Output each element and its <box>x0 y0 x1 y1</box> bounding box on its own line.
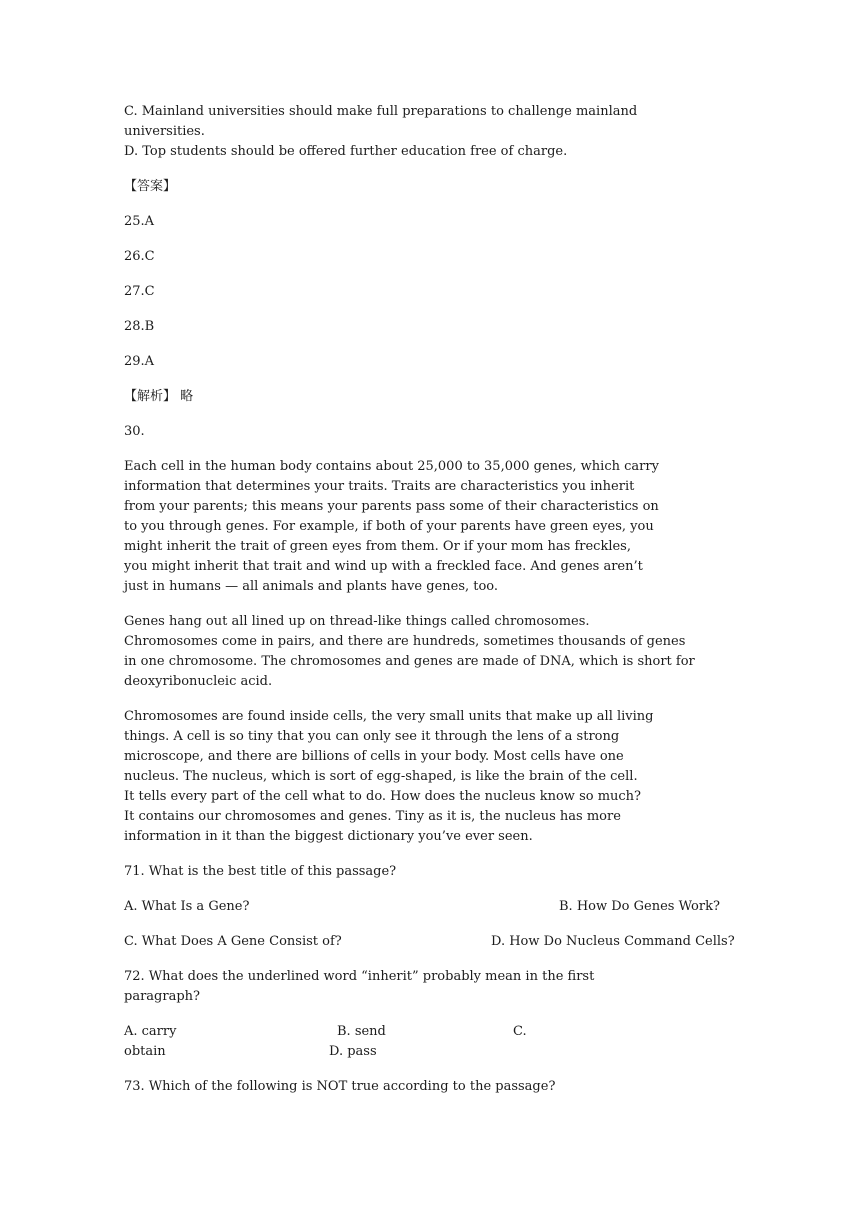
answer-26: 26.C <box>124 249 155 264</box>
passage-line: Chromosomes are found inside cells, the very small units that make up all living <box>124 709 654 724</box>
q71-option-b: B. How Do Genes Work? <box>559 899 720 914</box>
q72-option-a: A. carry <box>124 1024 177 1039</box>
passage-line: It contains our chromosomes and genes. Tiny as it is, the nucleus has more <box>124 809 621 824</box>
q71-option-c: C. What Does A Gene Consist of? <box>124 934 342 949</box>
previous-question-options <box>124 102 754 162</box>
analysis-line: 【解析】 略 <box>124 389 194 404</box>
passage-line: in one chromosome. The chromosomes and genes are made of DNA, which is short for <box>124 654 695 669</box>
answer-27: 27.C <box>124 284 155 299</box>
passage-line: Each cell in the human body contains about 25,000 to 35,000 genes, which carry <box>124 459 659 474</box>
passage-paragraph-2 <box>124 612 754 692</box>
passage-paragraph-3 <box>124 707 754 847</box>
answer-29: 29.A <box>124 354 155 369</box>
passage-paragraph-1 <box>124 457 754 597</box>
passage-line: information in it than the biggest dictionary you’ve ever seen. <box>124 829 533 844</box>
passage-line: information that determines your traits. Traits are characteristics you inherit <box>124 479 635 494</box>
q72-options-row-1 <box>124 1022 754 1042</box>
passage-line: deoxyribonucleic acid. <box>124 674 273 689</box>
passage-line: you might inherit that trait and wind up with a freckled face. And genes aren’t <box>124 559 643 574</box>
option-d: D. Top students should be offered further education free of charge. <box>124 144 568 159</box>
q72-option-c-letter: C. <box>513 1024 527 1039</box>
passage-line: Genes hang out all lined up on thread-like things called chromosomes. <box>124 614 590 629</box>
passage-line: just in humans — all animals and plants have genes, too. <box>124 579 499 594</box>
question-number: 30. <box>124 424 145 439</box>
question-71-options-row-1 <box>124 897 754 917</box>
passage-line: microscope, and there are billions of cells in your body. Most cells have one <box>124 749 624 764</box>
document-page <box>124 102 754 1097</box>
passage-line: to you through genes. For example, if both of your parents have green eyes, you <box>124 519 654 534</box>
question-71-stem: 71. What is the best title of this passage? <box>124 864 397 879</box>
option-c-line-1: C. Mainland universities should make full preparations to challenge mainland <box>124 104 638 119</box>
passage-line: Chromosomes come in pairs, and there are hundreds, sometimes thousands of genes <box>124 634 686 649</box>
passage-line: things. A cell is so tiny that you can only see it through the lens of a strong <box>124 729 620 744</box>
answer-25: 25.A <box>124 214 155 229</box>
q71-option-d: D. How Do Nucleus Command Cells? <box>491 934 735 949</box>
q72-option-d: D. pass <box>329 1044 377 1059</box>
passage-line: might inherit the trait of green eyes from them. Or if your mom has freckles, <box>124 539 631 554</box>
q72-option-c-text: obtain <box>124 1044 166 1059</box>
answer-heading: 【答案】 <box>124 179 177 194</box>
q72-option-b: B. send <box>337 1024 386 1039</box>
passage-line: from your parents; this means your parents pass some of their characteristics on <box>124 499 659 514</box>
question-72-stem <box>124 967 754 1007</box>
q72-stem-line-2: paragraph? <box>124 989 200 1004</box>
question-71-options-row-2 <box>124 932 754 952</box>
passage-line: It tells every part of the cell what to do. How does the nucleus know so much? <box>124 789 642 804</box>
q72-options-row-2 <box>124 1042 754 1062</box>
question-73-stem: 73. Which of the following is NOT true according to the passage? <box>124 1079 556 1094</box>
passage-line: nucleus. The nucleus, which is sort of egg-shaped, is like the brain of the cell. <box>124 769 638 784</box>
q72-stem-line-1: 72. What does the underlined word “inherit” probably mean in the first <box>124 969 595 984</box>
q71-option-a: A. What Is a Gene? <box>124 899 250 914</box>
answer-28: 28.B <box>124 319 155 334</box>
option-c-line-2: universities. <box>124 124 205 139</box>
question-72-options <box>124 1022 754 1062</box>
